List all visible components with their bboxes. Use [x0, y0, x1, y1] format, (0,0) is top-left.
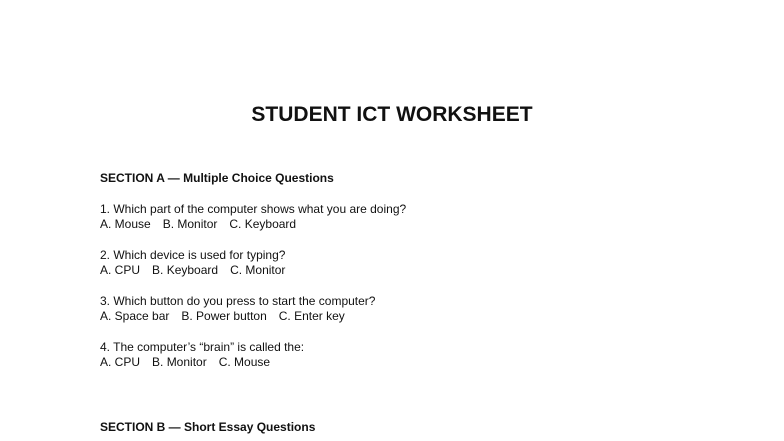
question-3-option-c: C. Enter key — [278, 309, 345, 323]
question-4-option-b: B. Monitor — [152, 355, 207, 369]
question-2-option-c: C. Monitor — [230, 263, 286, 277]
question-2 — [100, 248, 297, 278]
question-4-options — [100, 355, 304, 370]
question-2-option-b: B. Keyboard — [152, 263, 219, 277]
question-3 — [100, 294, 375, 324]
question-3-options — [100, 309, 375, 324]
question-2-text: 2. Which device is used for typing? — [100, 248, 286, 262]
question-4-text: 4. The computer’s “brain” is called the: — [100, 340, 305, 354]
question-1-text: 1. Which part of the computer shows what you are doing? — [100, 202, 407, 216]
worksheet-title: STUDENT ICT WORKSHEET — [251, 103, 533, 126]
question-1-option-c: C. Keyboard — [229, 217, 297, 231]
question-3-option-a: A. Space bar — [100, 309, 170, 323]
section-a-heading: SECTION A — Multiple Choice Questions — [100, 171, 334, 185]
question-3-option-b: B. Power button — [181, 309, 267, 323]
question-1-option-b: B. Monitor — [162, 217, 218, 231]
question-4-option-c: C. Mouse — [218, 355, 271, 369]
question-2-option-a: A. CPU — [100, 263, 141, 277]
question-1-options — [100, 217, 406, 232]
question-1-option-a: A. Mouse — [100, 217, 151, 231]
question-4 — [100, 340, 304, 370]
question-1 — [100, 202, 406, 232]
question-4-option-a: A. CPU — [100, 355, 141, 369]
question-2-options — [100, 263, 297, 278]
question-3-text: 3. Which button do you press to start the computer? — [100, 294, 376, 308]
section-b-heading: SECTION B — Short Essay Questions — [100, 420, 316, 434]
